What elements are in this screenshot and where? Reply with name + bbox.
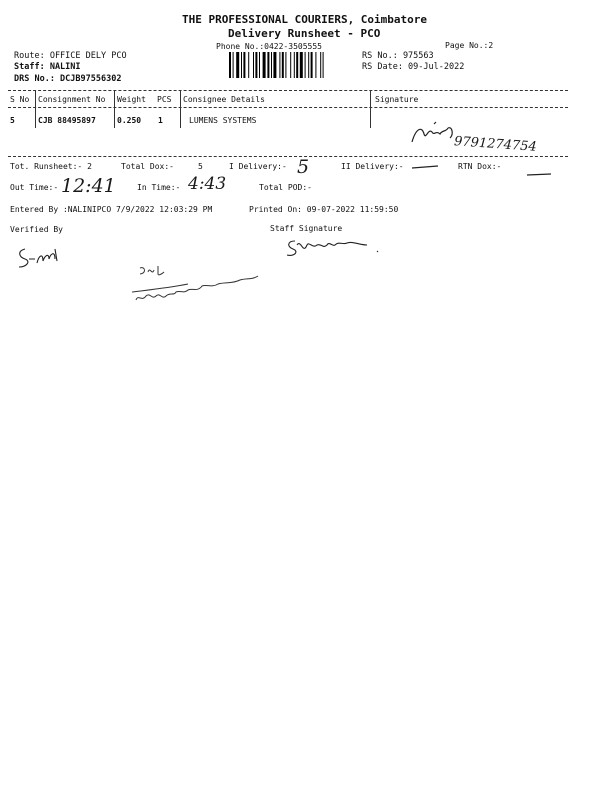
verified-by-label: Verified By [10, 225, 63, 234]
rtn-dox-dash [525, 172, 555, 178]
staff: Staff: NALINI [14, 62, 81, 72]
col-divider [114, 90, 115, 128]
ii-delivery-dash [410, 164, 440, 170]
i-delivery-value: 5 [297, 156, 310, 178]
col-divider [370, 90, 371, 128]
extra-handwriting [128, 262, 268, 312]
cell-consignee: LUMENS SYSTEMS [189, 116, 257, 125]
in-time-value: 4:43 [188, 174, 227, 194]
col-header-sno: S No [10, 95, 30, 104]
cell-consignment: CJB 88495897 [38, 116, 96, 125]
route: Route: OFFICE DELY PCO [14, 51, 127, 61]
total-dox-label: Total Dox:- [121, 162, 174, 171]
page-number: Page No.:2 [445, 41, 494, 50]
staff-signature-label: Staff Signature [270, 224, 343, 233]
staff-signature [285, 235, 385, 259]
cell-pcs: 1 [158, 116, 163, 125]
table-bottom-rule [8, 156, 568, 157]
phone-number: Phone No.:0422-3505555 [216, 42, 322, 51]
out-time-value: 12:41 [61, 175, 116, 197]
col-header-consignee: Consignee Details [183, 95, 265, 104]
tot-runsheet: Tot. Runsheet:- 2 [10, 162, 92, 171]
entered-by: Entered By :NALINIPCO 7/9/2022 12:03:29 PM [10, 205, 213, 214]
col-header-pcs: PCS [157, 95, 172, 104]
col-header-consignment: Consignment No [38, 95, 106, 104]
col-header-signature: Signature [375, 95, 419, 104]
receiver-phone: 9791274754 [453, 134, 538, 155]
total-dox-value: 5 [198, 162, 203, 171]
drs-number: DRS No.: DCJB97556302 [14, 74, 122, 84]
in-time-label: In Time:- [137, 183, 181, 192]
col-header-weight: Weight [117, 95, 146, 104]
ii-delivery-label: II Delivery:- [341, 162, 404, 171]
cell-sno: 5 [10, 116, 15, 125]
rs-date: RS Date: 09-Jul-2022 [362, 62, 465, 72]
cell-weight: 0.250 [117, 116, 142, 125]
table-header-rule [8, 107, 568, 108]
out-time-label: Out Time:- [10, 183, 59, 192]
document-title: Delivery Runsheet - PCO [228, 27, 381, 40]
company-name: THE PROFESSIONAL COURIERS, Coimbatore [182, 13, 428, 26]
total-pod-label: Total POD:- [259, 183, 312, 192]
printed-on: Printed On: 09-07-2022 11:59:50 [249, 205, 399, 214]
col-divider [35, 90, 36, 128]
rs-number: RS No.: 975563 [362, 51, 434, 61]
i-delivery-label: I Delivery:- [229, 162, 287, 171]
col-divider [180, 90, 181, 128]
table-top-rule [8, 90, 568, 91]
barcode [229, 52, 354, 78]
verifier-signature [15, 245, 75, 270]
rtn-dox-label: RTN Dox:- [458, 162, 502, 171]
